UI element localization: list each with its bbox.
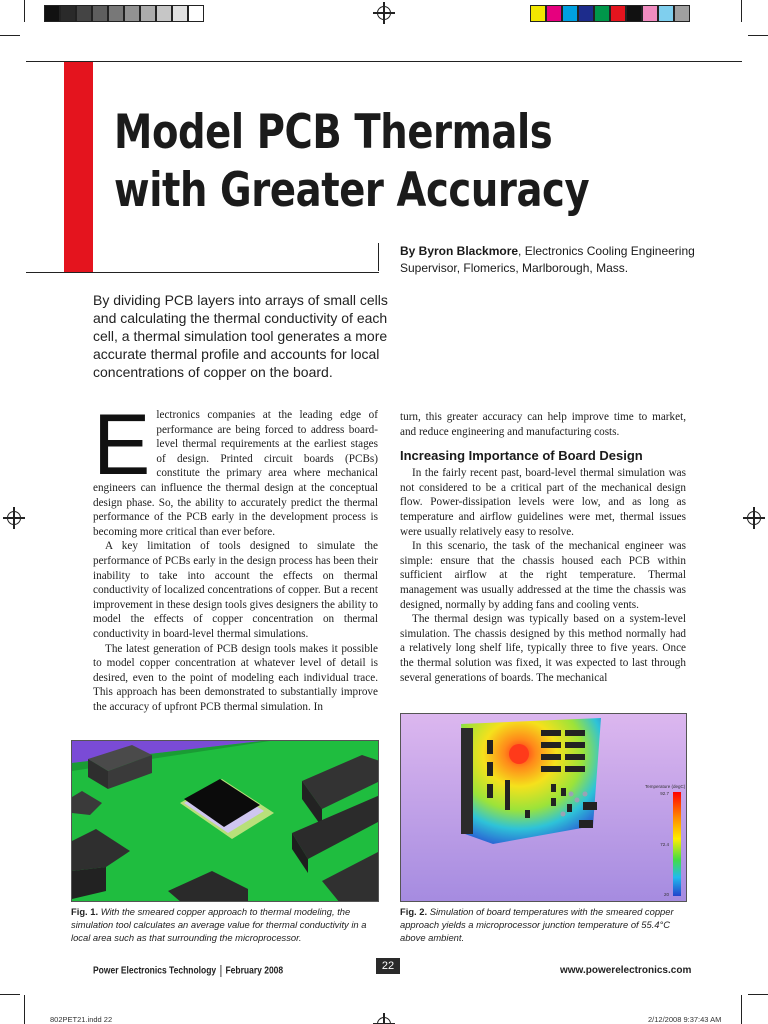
crop-mark bbox=[748, 994, 768, 995]
hot-spot-microprocessor bbox=[509, 744, 529, 764]
figure-1-caption: Fig. 1. With the smeared copper approach to thermal modeling, the simulation tool calculates an average value for thermal conductivity in a local area such as that surrounding the microprocessor. bbox=[71, 906, 367, 943]
print-slug-timestamp: 2/12/2008 9:37:43 AM bbox=[648, 1015, 722, 1024]
figure-2-thermal-simulation bbox=[400, 713, 687, 902]
title-line-2: with Greater Accuracy bbox=[114, 163, 590, 218]
color-swatch bbox=[92, 5, 108, 22]
issue-date: February 2008 bbox=[225, 965, 284, 977]
footer-website: www.powerelectronics.com bbox=[560, 965, 692, 976]
legend-min-value: 20 bbox=[663, 892, 669, 897]
color-swatch bbox=[124, 5, 140, 22]
color-swatch bbox=[188, 5, 204, 22]
paragraph: Electronics companies at the leading edge of performance are being forced to address board-level thermal requirements at the earliest stages of design. Printed circuit boards (PCBs) constitute the primary area where mechanical engineers can influence the thermal design at the conceptual design phase. So, the ability to accurately predict the thermal performance of the PCB early in the development process is becoming more critical than ever before. bbox=[93, 397, 378, 538]
color-swatch bbox=[578, 5, 594, 22]
print-slug-file: 802PET21.indd 22 bbox=[50, 1015, 113, 1024]
registration-mark-right bbox=[747, 511, 761, 525]
section-heading: Increasing Importance of Board Design bbox=[400, 448, 643, 464]
byline-divider bbox=[378, 243, 379, 271]
crop-mark bbox=[0, 994, 20, 995]
paragraph: In this scenario, the task of the mechanical engineer was simple: ensure that the chassis housed each PCB within sufficient airflow at the right temperature. Thermal management was usually addressed at the time the chassis was designed, normally by adding fans and cooling vents. bbox=[400, 540, 686, 611]
legend-title: Temperature (degC) bbox=[645, 784, 686, 789]
color-swatch bbox=[140, 5, 156, 22]
crop-mark bbox=[24, 0, 25, 22]
title-line-1: Model PCB Thermals bbox=[114, 105, 553, 160]
color-swatch bbox=[674, 5, 690, 22]
crop-mark bbox=[24, 995, 25, 1024]
color-swatch bbox=[156, 5, 172, 22]
article-title bbox=[114, 104, 606, 220]
gray-color-bar bbox=[44, 5, 204, 22]
paragraph: turn, this greater accuracy can help improve time to market, and reduce engineering and manufacturing costs. bbox=[400, 411, 686, 438]
figure-2-caption: Fig. 2. Simulation of board temperatures with the smeared copper approach yields a microprocessor junction temperature of 55.4°C above ambient. bbox=[400, 906, 674, 943]
color-swatch bbox=[76, 5, 92, 22]
registration-mark-bottom bbox=[377, 1017, 391, 1024]
thermal-map-illustration bbox=[401, 714, 687, 902]
color-swatch bbox=[546, 5, 562, 22]
body-column-1 bbox=[93, 397, 378, 714]
top-rule bbox=[26, 61, 742, 62]
color-swatch bbox=[108, 5, 124, 22]
paragraph: The latest generation of PCB design tools makes it possible to model copper concentration at whatever level of detail is desired, even to the point of modeling each individual trace. This approach has been demonstrated to substantially improve the accuracy of upfront PCB thermal simulation. In bbox=[93, 642, 378, 713]
author-role: , Electronics Cooling Engineering Supervisor, Flomerics, Marlborough, Mass. bbox=[400, 244, 695, 275]
color-swatch bbox=[594, 5, 610, 22]
body-column-2 bbox=[400, 410, 686, 685]
footer-publication bbox=[93, 965, 283, 977]
color-swatch bbox=[642, 5, 658, 22]
temperature-scale-bar bbox=[673, 792, 681, 896]
crop-mark bbox=[741, 0, 742, 22]
registration-mark-top bbox=[377, 6, 391, 20]
color-swatch bbox=[60, 5, 76, 22]
crop-mark bbox=[748, 35, 768, 36]
byline bbox=[400, 243, 700, 277]
color-swatch bbox=[44, 5, 60, 22]
legend-mid-value: 72.4 bbox=[660, 842, 669, 847]
figure-2-label: Fig. 2. bbox=[400, 906, 428, 917]
color-swatch bbox=[562, 5, 578, 22]
article-deck: By dividing PCB layers into arrays of small cells and calculating the thermal conductivity of each cell, a thermal simulation tool generates a more accurate thermal profile and accounts for local concentrations of copper on the board. bbox=[93, 292, 388, 380]
accent-bar bbox=[64, 62, 93, 273]
page-number: 22 bbox=[376, 958, 400, 974]
color-swatch bbox=[530, 5, 546, 22]
legend-max-value: 92.7 bbox=[660, 791, 669, 796]
color-swatch bbox=[610, 5, 626, 22]
process-color-bar bbox=[530, 5, 690, 22]
drop-cap: E bbox=[93, 397, 151, 493]
edge-connector bbox=[461, 728, 473, 834]
color-swatch bbox=[172, 5, 188, 22]
author-name: By Byron Blackmore bbox=[400, 244, 519, 258]
publication-name: Power Electronics Technology bbox=[93, 965, 217, 977]
title-underline-rule bbox=[26, 272, 379, 273]
paragraph: The thermal design was typically based on a system-level simulation. The chassis designed by this method normally had a relatively long shelf life, typically three to five years. Once the thermal solution was fixed, it was expected to last through several generations of boards. The mechanical bbox=[400, 613, 686, 684]
pcb-3d-illustration bbox=[72, 741, 379, 902]
color-swatch bbox=[626, 5, 642, 22]
crop-mark bbox=[0, 35, 20, 36]
paragraph: In the fairly recent past, board-level thermal simulation was not considered to be a critical part of the mechanical design flow. Power-dissipation levels were low, and as long as temperature and airflow guidelines were met, thermal issues were usually relatively easy to resolve. bbox=[400, 467, 686, 538]
paragraph: A key limitation of tools designed to simulate the performance of PCBs early in the design process has been their inability to take into account the effects on thermal conductivity of localized concentrations of copper. But a recent improvement in these design tools gives designers the ability to model the effects of copper concentration on thermal conductivity in board-level thermal simulations. bbox=[93, 540, 378, 640]
crop-mark bbox=[741, 995, 742, 1024]
figure-1-label: Fig. 1. bbox=[71, 906, 99, 917]
figure-1-pcb-render bbox=[71, 740, 379, 902]
registration-mark-left bbox=[7, 511, 21, 525]
color-swatch bbox=[658, 5, 674, 22]
